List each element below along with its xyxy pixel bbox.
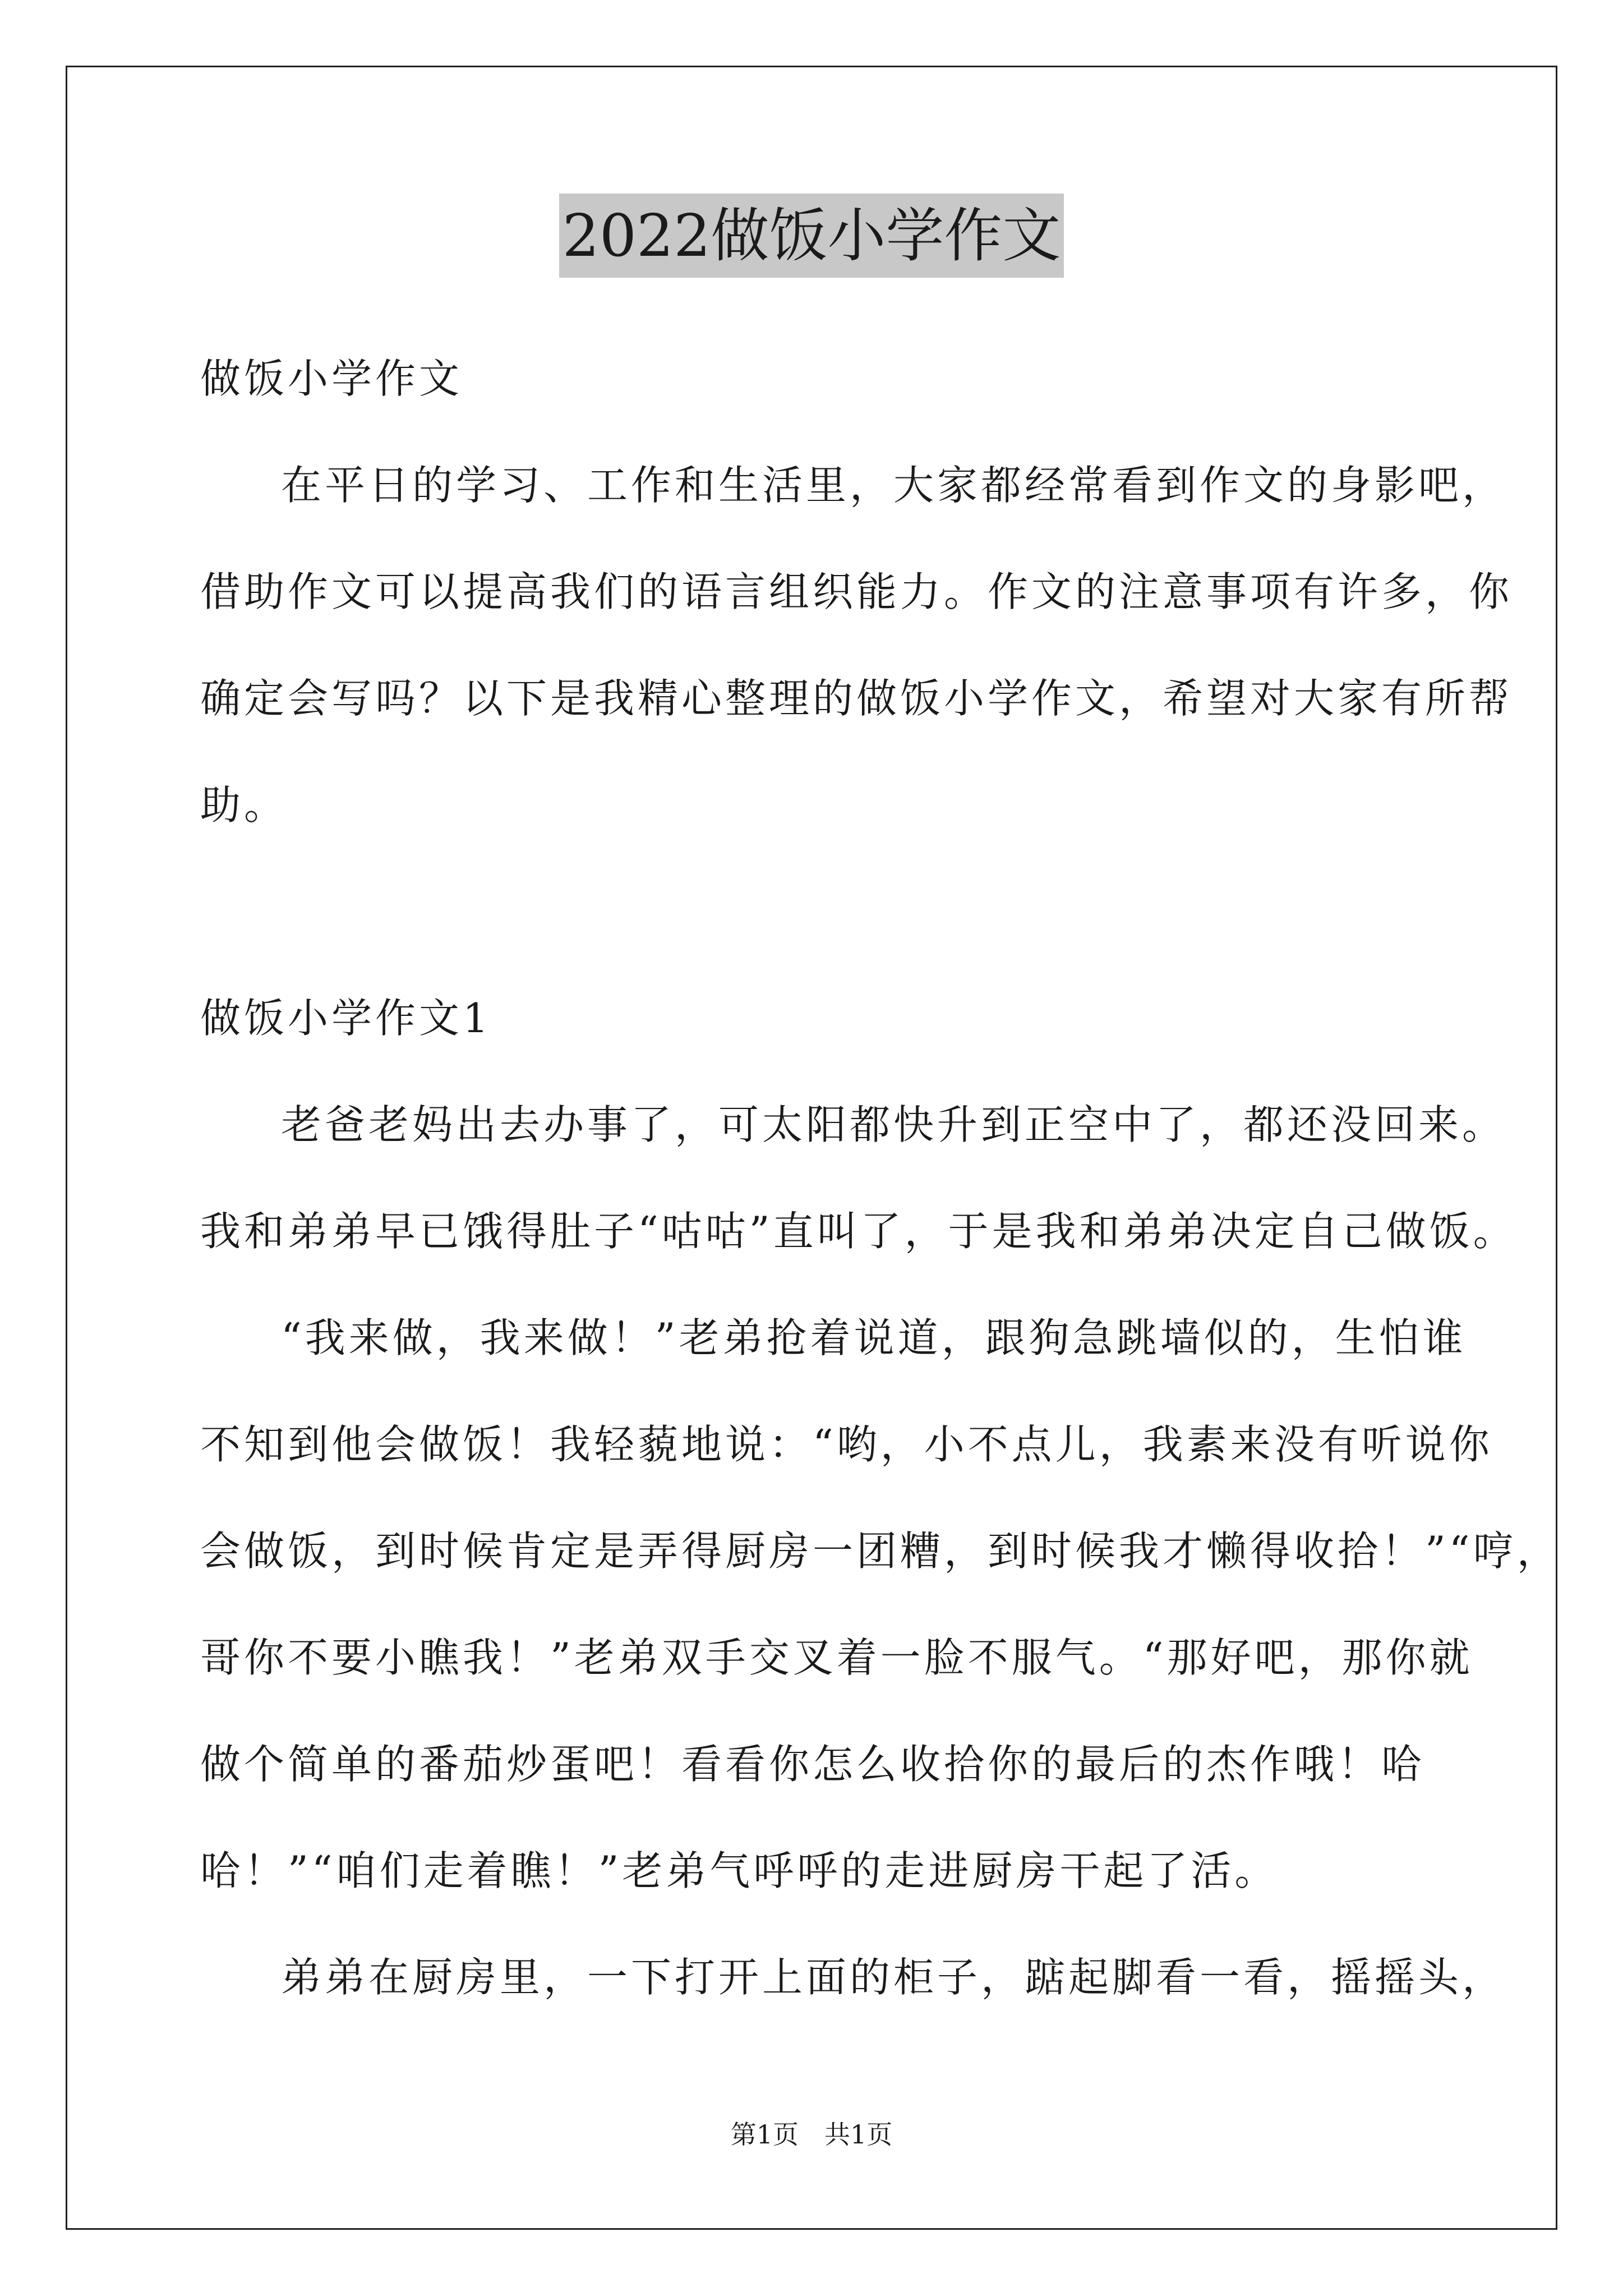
blank-line — [200, 867, 1456, 973]
document-body — [200, 334, 1561, 2039]
text-line: 确定会写吗？以下是我精心整理的做饭小学作文，希望对大家有所帮 — [200, 675, 1513, 722]
text-line: 弟弟在厨房里，一下打开上面的柜子，踮起脚看一看，摇摇头， — [281, 1954, 1506, 2001]
document-title: 2022做饭小学作文 — [559, 194, 1064, 278]
text-line: 不知到他会做饭！我轻藐地说：“哟，小不点儿，我素来没有听说你 — [200, 1421, 1493, 1468]
text-line: 借助作文可以提高我们的语言组织能力。作文的注意事项有许多，你 — [200, 568, 1513, 615]
title-container — [0, 194, 1623, 278]
text-line: 老爸老妈出去办事了，可太阳都快升到正空中了，都还没回来。 — [281, 1101, 1506, 1148]
text-line: 助。 — [200, 781, 288, 829]
text-line: 哈！”“咱们走着瞧！”老弟气呼呼的走进厨房干起了活。 — [200, 1847, 1279, 1894]
text-line: 我和弟弟早已饿得肚子“咕咕”直叫了，于是我和弟弟决定自己做饭。 — [200, 1208, 1517, 1255]
text-line: 做个简单的番茄炒蛋吧！看看你怎么收拾你的最后的杰作哦！哈 — [200, 1741, 1426, 1788]
text-line: 在平日的学习、工作和生活里，大家都经常看到作文的身影吧， — [281, 462, 1506, 509]
text-line: 会做饭，到时候肯定是弄得厨房一团糟，到时候我才懒得收拾！”“哼， — [200, 1527, 1561, 1575]
text-line: 做饭小学作文1 — [200, 995, 492, 1042]
text-line: 做饭小学作文 — [200, 355, 463, 402]
page-footer: 第1页 共1页 — [730, 2119, 893, 2150]
text-line: “我来做，我来做！”老弟抢着说道，跟狗急跳墙似的，生怕谁 — [281, 1314, 1467, 1361]
text-line: 哥你不要小瞧我！”老弟双手交叉着一脸不服气。“那好吧，那你就 — [200, 1634, 1473, 1681]
